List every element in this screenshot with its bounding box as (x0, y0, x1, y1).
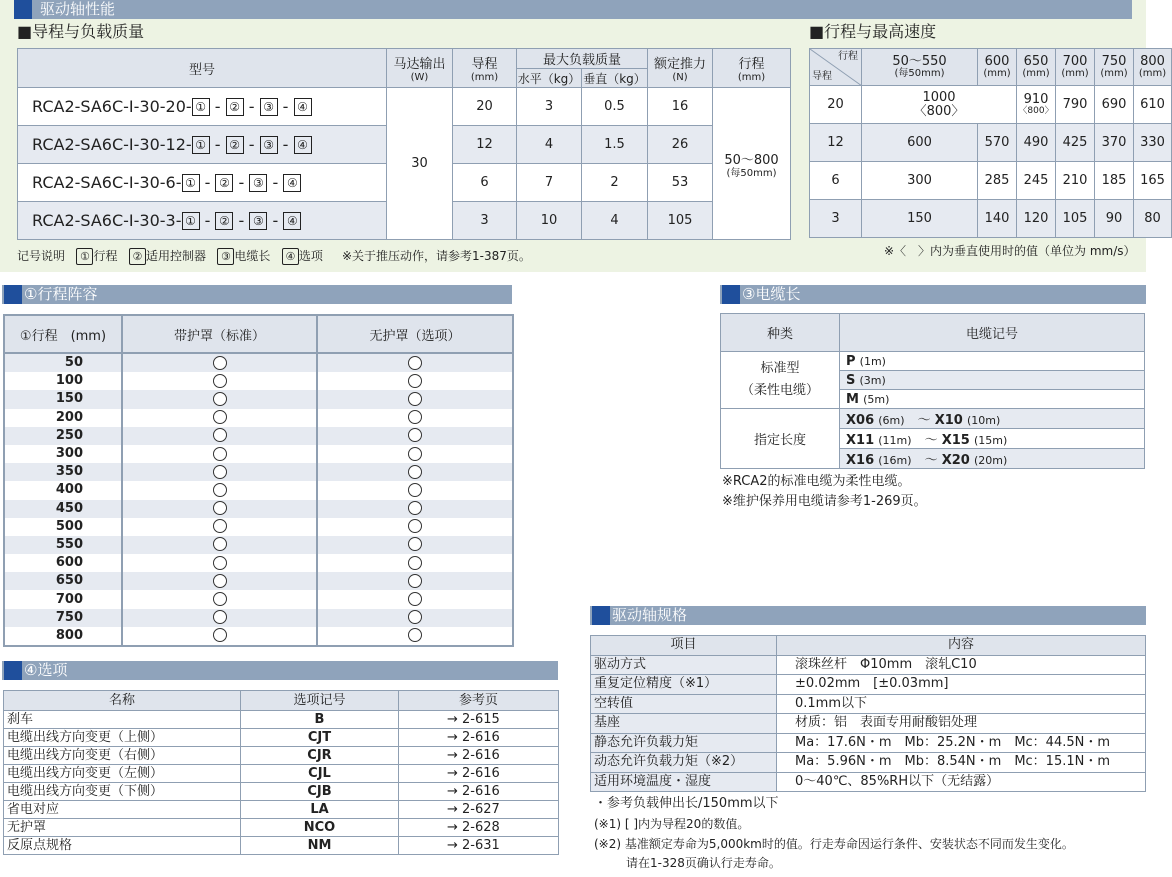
corner-top: 行程 (838, 51, 858, 62)
spec-note: (※2) 基准额定寿命为5,000km时的值。行走寿命因运行条件、安装状态不同而发生变化。 (594, 837, 1074, 851)
table-row (4, 765, 559, 783)
speed-col: 50～550 (每50mm) (862, 49, 978, 86)
cable-table (720, 313, 1145, 469)
table-row (4, 801, 559, 819)
table-row (591, 655, 1146, 675)
cell-lead: 12 (453, 126, 517, 164)
option-code: CJL (241, 765, 399, 783)
stroke-value: 50～800 (每50mm) (713, 88, 791, 240)
spec-item: 适用环境温度・湿度 (591, 772, 777, 792)
circle-mark-icon (213, 610, 227, 624)
type-standard: 标准型 （柔性电缆） (721, 352, 840, 409)
cell-horizontal: 7 (517, 164, 582, 202)
section-title: ④选项 (24, 661, 68, 679)
cable-code: M (5m) (840, 390, 1145, 409)
table-row (591, 675, 1146, 695)
table-row (4, 572, 513, 590)
circle-mark-icon (408, 610, 422, 624)
option-name: 电缆出线方向变更（右侧） (4, 747, 241, 765)
stroke-value: 300 (55, 446, 83, 462)
speed-col: 600 (mm) (978, 49, 1017, 86)
circle-mark-icon (408, 465, 422, 479)
circle-mark-icon (213, 537, 227, 551)
available-without-cover (317, 481, 513, 499)
speed-col: 800 (mm) (1134, 49, 1172, 86)
mark-4: ④ (282, 248, 299, 265)
cell-vertical: 2 (582, 164, 648, 202)
header-square-icon (14, 0, 32, 19)
table-row (591, 714, 1146, 734)
circle-mark-icon (213, 501, 227, 515)
box-mark: ② (215, 174, 233, 192)
section-title: ③电缆长 (742, 285, 801, 303)
available-without-cover (317, 609, 513, 627)
circle-mark-icon (213, 556, 227, 570)
stroke-value: 100 (55, 373, 83, 389)
option-code: LA (241, 801, 399, 819)
section-title: ①行程阵容 (24, 285, 98, 303)
spec-content: Ma：5.96N・m Mb：8.54N・m Mc：15.1N・m (777, 753, 1146, 773)
spec-item: 动态允许负载力矩（※2） (591, 753, 777, 773)
available-with-cover (122, 590, 317, 608)
available-with-cover (122, 445, 317, 463)
table-row: RCA2-SA6C-I-30-20- ① - ② - ③ - ④ (18, 88, 387, 126)
circle-mark-icon (213, 628, 227, 642)
available-with-cover (122, 353, 317, 372)
cell-lead: 3 (453, 202, 517, 240)
table-row (4, 627, 513, 646)
header-square-icon (4, 661, 22, 680)
circle-mark-icon (213, 447, 227, 461)
box-mark: ④ (294, 136, 312, 154)
available-without-cover (317, 372, 513, 390)
available-with-cover (122, 518, 317, 536)
spec-content: Ma：17.6N・m Mb：25.2N・m Mc：44.5N・m (777, 733, 1146, 753)
option-ref: → 2-631 (399, 837, 559, 855)
stroke-value: 800 (55, 627, 83, 643)
col-option-code: 选项记号 (241, 691, 399, 711)
cell-vertical: 0.5 (582, 88, 648, 126)
cell-vertical: 1.5 (582, 126, 648, 164)
circle-mark-icon (408, 447, 422, 461)
spec-note: (※1) [ ]内为导程20的数值。 (594, 817, 750, 831)
circle-mark-icon (213, 483, 227, 497)
option-code: CJB (241, 783, 399, 801)
col-thrust: 额定推力 (N) (648, 49, 713, 88)
circle-mark-icon (408, 356, 422, 370)
speed-cell: 105 (1056, 200, 1095, 238)
header-square-icon (592, 606, 610, 625)
col-stroke: 行程 (mm) (713, 49, 791, 88)
available-without-cover (317, 463, 513, 481)
box-mark: ③ (249, 174, 267, 192)
circle-mark-icon (408, 374, 422, 388)
stroke-value: 50 (4, 353, 122, 372)
spec-note: ・参考负载伸出长/150mm以下 (594, 796, 779, 811)
table-row (4, 409, 513, 427)
table-row (4, 353, 513, 372)
available-without-cover (317, 590, 513, 608)
available-without-cover (317, 536, 513, 554)
col-without-cover: 无护罩（选项） (317, 315, 513, 353)
speed-cell: 910 〈800〉 (1017, 86, 1056, 124)
col-horizontal: 水平（kg） (517, 69, 582, 88)
speed-cell: 1000 〈800〉 (862, 86, 1017, 124)
spec-content: ±0.02mm [±0.03mm] (777, 675, 1146, 695)
table-row (4, 372, 513, 390)
table-row (4, 590, 513, 608)
option-name: 省电对应 (4, 801, 241, 819)
header-square-icon (4, 285, 22, 304)
speed-cell: 425 (1056, 124, 1095, 162)
mark-1: ① (76, 248, 93, 265)
box-mark: ④ (283, 212, 301, 230)
spec-content: 0～40℃、85%RH以下（无结露） (777, 772, 1146, 792)
table-row (4, 747, 559, 765)
cable-code: S (3m) (840, 371, 1145, 390)
table-row (4, 390, 513, 408)
spec-item: 空转值 (591, 694, 777, 714)
circle-mark-icon (408, 483, 422, 497)
section-header-cable (720, 285, 1146, 304)
spec-note: 请在1-328页确认行走寿命。 (626, 856, 781, 870)
available-with-cover (122, 390, 317, 408)
spec-content: 材质：铝 表面专用耐酸铝处理 (777, 714, 1146, 734)
col-max-load: 最大负载质量 (517, 49, 648, 69)
section-header-options (2, 661, 558, 680)
speed-col: 700 (mm) (1056, 49, 1095, 86)
circle-mark-icon (213, 356, 227, 370)
spec-item: 重复定位精度（※1） (591, 675, 777, 695)
perf-title: ■导程与负载质量 (17, 22, 145, 41)
speed-cell: 90 (1095, 200, 1134, 238)
spec-item: 基座 (591, 714, 777, 734)
option-name: 刹车 (4, 711, 241, 729)
circle-mark-icon (213, 465, 227, 479)
cell-lead: 6 (453, 164, 517, 202)
speed-cell: 370 (1095, 124, 1134, 162)
speed-cell: 210 (1056, 162, 1095, 200)
speed-cell: 165 (1134, 162, 1172, 200)
stroke-value: 650 (4, 572, 122, 590)
available-without-cover (317, 627, 513, 646)
speed-cell: 150 (862, 200, 978, 238)
circle-mark-icon (213, 574, 227, 588)
col-model: 型号 (18, 49, 387, 88)
legend: 记号说明 ① 行程 ② 适用控制器 ③ 电缆长 ④ 选项 ※关于推压动作，请参考1-387页。 (17, 249, 531, 263)
option-name: 电缆出线方向变更（上侧） (4, 729, 241, 747)
cell-thrust: 53 (648, 164, 713, 202)
speed-note: ※〈 〉内为垂直使用时的值（单位为 mm/s） (884, 244, 1136, 258)
circle-mark-icon (408, 537, 422, 551)
table-row: RCA2-SA6C-I-30-6- ① - ② - ③ - ④ (18, 164, 387, 202)
speed-cell: 570 (978, 124, 1017, 162)
corner-cell (810, 49, 862, 86)
col-item: 项目 (591, 636, 777, 656)
stroke-value: 600 (55, 555, 83, 571)
speed-cell: 245 (1017, 162, 1056, 200)
cell-vertical: 4 (582, 202, 648, 240)
box-mark: ② (226, 136, 244, 154)
box-mark: ③ (260, 98, 278, 116)
available-without-cover (317, 427, 513, 445)
box-mark: ② (226, 98, 244, 116)
col-lead: 导程 (mm) (453, 49, 517, 88)
box-mark: ② (215, 212, 233, 230)
table-row (4, 500, 513, 518)
circle-mark-icon (408, 410, 422, 424)
speed-title: ■行程与最高速度 (809, 22, 937, 41)
cable-code: X11 (11m) ～ X15 (15m) (840, 429, 1145, 449)
spec-item: 驱动方式 (591, 655, 777, 675)
section-header-stroke (2, 285, 512, 304)
available-with-cover (122, 554, 317, 572)
box-mark: ① (192, 136, 210, 154)
col-code: 电缆记号 (840, 314, 1145, 352)
box-mark: ④ (283, 174, 301, 192)
col-stroke: ①行程 (mm) (4, 315, 122, 353)
speed-cell: 690 (1095, 86, 1134, 124)
stroke-value: 150 (4, 390, 122, 408)
circle-mark-icon (213, 519, 227, 533)
perf-table (17, 48, 791, 240)
col-type: 种类 (721, 314, 840, 352)
table-row (4, 609, 513, 627)
mark-2: ② (129, 248, 146, 265)
table-row: RCA2-SA6C-I-30-3- ① - ② - ③ - ④ (18, 202, 387, 240)
cell-thrust: 105 (648, 202, 713, 240)
option-name: 反原点规格 (4, 837, 241, 855)
speed-lead: 12 (810, 124, 862, 162)
available-without-cover (317, 554, 513, 572)
option-name: 无护罩 (4, 819, 241, 837)
available-with-cover (122, 372, 317, 390)
option-name: 电缆出线方向变更（左侧） (4, 765, 241, 783)
table-row (4, 729, 559, 747)
table-row (4, 427, 513, 445)
available-with-cover (122, 572, 317, 590)
col-motor: 马达输出 (W) (387, 49, 453, 88)
circle-mark-icon (408, 501, 422, 515)
circle-mark-icon (213, 428, 227, 442)
circle-mark-icon (408, 519, 422, 533)
circle-mark-icon (408, 628, 422, 642)
option-code: B (241, 711, 399, 729)
option-code: CJT (241, 729, 399, 747)
speed-cell: 300 (862, 162, 978, 200)
cell-horizontal: 10 (517, 202, 582, 240)
option-ref: → 2-616 (399, 765, 559, 783)
option-ref: → 2-627 (399, 801, 559, 819)
table-row (4, 518, 513, 536)
section-title: 驱动轴规格 (612, 606, 688, 624)
circle-mark-icon (408, 428, 422, 442)
option-ref: → 2-616 (399, 729, 559, 747)
box-mark: ③ (249, 212, 267, 230)
box-mark: ④ (294, 98, 312, 116)
circle-mark-icon (408, 592, 422, 606)
corner-bottom: 导程 (812, 71, 832, 82)
spec-content: 滚珠丝杆 Φ10mm 滚轧C10 (777, 655, 1146, 675)
speed-lead: 20 (810, 86, 862, 124)
available-without-cover (317, 390, 513, 408)
option-ref: → 2-616 (399, 783, 559, 801)
option-code: CJR (241, 747, 399, 765)
type-specified: 指定长度 (721, 409, 840, 469)
spec-content: 0.1mm以下 (777, 694, 1146, 714)
cell-lead: 20 (453, 88, 517, 126)
col-ref: 参考页 (399, 691, 559, 711)
circle-mark-icon (213, 374, 227, 388)
available-without-cover (317, 500, 513, 518)
col-content: 内容 (777, 636, 1146, 656)
stroke-value: 200 (55, 409, 83, 425)
circle-mark-icon (213, 410, 227, 424)
circle-mark-icon (213, 392, 227, 406)
speed-cell: 790 (1056, 86, 1095, 124)
available-with-cover (122, 409, 317, 427)
option-code: NM (241, 837, 399, 855)
section-header-performance (14, 0, 1132, 19)
table-row (4, 445, 513, 463)
speed-cell: 600 (862, 124, 978, 162)
table-row (591, 733, 1146, 753)
cable-note: ※维护保养用电缆请参考1-269页。 (722, 494, 927, 509)
table-row (591, 772, 1146, 792)
available-with-cover (122, 481, 317, 499)
circle-mark-icon (408, 392, 422, 406)
table-row (4, 783, 559, 801)
options-table (3, 690, 559, 855)
cell-thrust: 16 (648, 88, 713, 126)
available-with-cover (122, 463, 317, 481)
available-without-cover (317, 445, 513, 463)
stroke-value: 550 (4, 536, 122, 554)
available-without-cover (317, 353, 513, 372)
cell-thrust: 26 (648, 126, 713, 164)
speed-cell: 330 (1134, 124, 1172, 162)
available-with-cover (122, 609, 317, 627)
col-name: 名称 (4, 691, 241, 711)
cable-code: X06 (6m) ～ X10 (10m) (840, 409, 1145, 429)
circle-mark-icon (408, 574, 422, 588)
box-mark: ① (182, 174, 200, 192)
stroke-value: 400 (55, 482, 83, 498)
table-row (4, 481, 513, 499)
speed-cell: 490 (1017, 124, 1056, 162)
option-name: 电缆出线方向变更（下侧） (4, 783, 241, 801)
speed-cell: 140 (978, 200, 1017, 238)
header-square-icon (722, 285, 740, 304)
speed-cell: 285 (978, 162, 1017, 200)
spec-table (590, 635, 1146, 792)
speed-lead: 6 (810, 162, 862, 200)
speed-table (809, 48, 1172, 238)
option-code: NCO (241, 819, 399, 837)
available-without-cover (317, 409, 513, 427)
legend-note: ※关于推压动作，请参考1-387页。 (341, 249, 531, 263)
box-mark: ① (182, 212, 200, 230)
stroke-value: 350 (4, 463, 122, 481)
stroke-value: 500 (55, 518, 83, 534)
speed-lead: 3 (810, 200, 862, 238)
cable-note: ※RCA2的标准电缆为柔性电缆。 (722, 474, 911, 489)
motor-value: 30 (387, 88, 453, 240)
table-row (591, 753, 1146, 773)
table-row (591, 694, 1146, 714)
speed-cell: 610 (1134, 86, 1172, 124)
option-ref: → 2-615 (399, 711, 559, 729)
table-row (4, 711, 559, 729)
table-row (4, 463, 513, 481)
table-row (4, 554, 513, 572)
mark-3: ③ (217, 248, 234, 265)
option-ref: → 2-616 (399, 747, 559, 765)
col-with-cover: 带护罩（标准） (122, 315, 317, 353)
speed-cell: 80 (1134, 200, 1172, 238)
cell-horizontal: 3 (517, 88, 582, 126)
section-header-spec (590, 606, 1146, 625)
circle-mark-icon (213, 592, 227, 606)
circle-mark-icon (408, 556, 422, 570)
section-title: 驱动轴性能 (40, 0, 116, 18)
option-ref: → 2-628 (399, 819, 559, 837)
table-row (4, 819, 559, 837)
table-row (4, 837, 559, 855)
stroke-value: 450 (4, 500, 122, 518)
cell-horizontal: 4 (517, 126, 582, 164)
speed-col: 750 (mm) (1095, 49, 1134, 86)
available-with-cover (122, 627, 317, 646)
table-row: RCA2-SA6C-I-30-12- ① - ② - ③ - ④ (18, 126, 387, 164)
available-without-cover (317, 518, 513, 536)
cable-code: P (1m) (840, 352, 1145, 371)
col-vertical: 垂直（kg） (582, 69, 648, 88)
available-with-cover (122, 500, 317, 518)
speed-cell: 120 (1017, 200, 1056, 238)
speed-col: 650 (mm) (1017, 49, 1056, 86)
box-mark: ① (192, 98, 210, 116)
available-with-cover (122, 427, 317, 445)
spec-item: 静态允许负载力矩 (591, 733, 777, 753)
table-row (4, 536, 513, 554)
available-with-cover (122, 536, 317, 554)
box-mark: ③ (260, 136, 278, 154)
stroke-table (3, 314, 514, 647)
stroke-value: 750 (4, 609, 122, 627)
cable-code: X16 (16m) ～ X20 (20m) (840, 449, 1145, 469)
speed-cell: 185 (1095, 162, 1134, 200)
stroke-value: 700 (55, 591, 83, 607)
available-without-cover (317, 572, 513, 590)
stroke-value: 250 (4, 427, 122, 445)
